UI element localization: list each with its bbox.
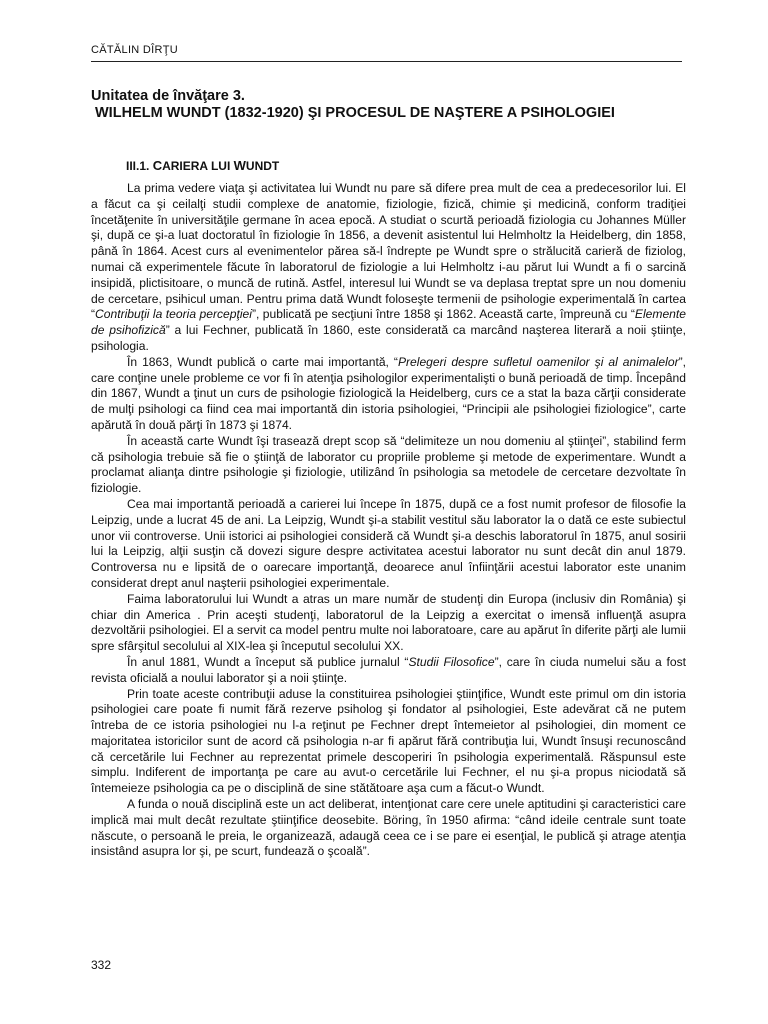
section-heading bbox=[126, 158, 279, 173]
paragraph-3: În această carte Wundt îşi trasează drept scop să “delimiteze un nou domeniu al ştiinţei”, stabilind ferm că psihologia trebuie să fie o ştiinţă de laborator cu propriile probleme şi metode de experimentare. Wundt a proclamat alianţa dintre psihologie şi fiziologie, utilizând în psihologia sa metodele de cercetare dezvoltate în fiziologie. bbox=[91, 433, 686, 496]
section-title-rest2: UNDT bbox=[245, 159, 280, 173]
paragraph-6-end: ”, care în ciuda numelui său a fost revista oficială a noului laborator şi a noii ştiinţe. bbox=[91, 654, 686, 685]
paragraph-4: Cea mai importantă perioadă a carierei lui începe în 1875, după ce a fost numit profesor de filosofie la Leipzig, unde a lucrat 45 de ani. La Leipzig, Wundt şi-a stabilit vestitul său laborator la o dată ce este subiectul unor vii controverse. Unii istorici ai psihologiei consideră că Wundt şi-a deschis laboratorul în 1875, anul sosirii lui la Leipzig, alţii susţin că dovezi sigure despre activitatea acestui laborator nu sunt decât din anul 1879. Controversa nu e lipsită de o oarecare importanţă, deoarece anul înfiinţării acestui laborator este unanim considerat drept anul naşterii psihologiei experimentale. bbox=[91, 496, 686, 590]
section-title-cap1: C bbox=[152, 158, 163, 173]
paragraph-8: A funda o nouă disciplină este un act deliberat, intenţionat care cere unele aptitudini şi caracteristici care implică mai mult decât rezultate ştiinţifice deosebite. Böring, în 1950 afirma: “când ideile centrale sunt toate născute, o persoană le preia, le organizează, adaugă ceea ce i se pare ei esenţial, le publică şi atrage atenţia insistând asupra lor şi, pe scurt, fundează o şcoală”. bbox=[91, 797, 686, 859]
running-header-author: CĂTĂLIN DÎRŢU bbox=[91, 44, 179, 56]
paragraph-5: Faima laboratorului lui Wundt a atras un mare număr de studenţi din Europa (inclusiv din România) şi chiar din America . Prin aceşti studenţi, laboratorul de la Leipzig a exercitat o imensă influenţă asupra dezvoltării psihologiei. El a servit ca model pentru multe noi laboratoare, care au apărut în diferite părţi ale lumii spre sfârşitul secolului al XIX-lea şi începutul secolului XX. bbox=[91, 591, 686, 654]
journal-title-studii: Studii Filosofice bbox=[408, 654, 495, 669]
page-number: 332 bbox=[91, 958, 112, 972]
header-rule bbox=[91, 61, 682, 62]
paragraph-7: Prin toate aceste contribuţii aduse la constituirea psihologiei ştiinţifice, Wundt este primul om din istoria psihologiei care poate fi numit fără rezerve psiholog şi fondator al psihologiei, Este adevărat că ne putem întreba de ce istoria psihologiei nu l-a reţinut pe Fechner drept întemeietor al psihologiei, din moment ce majoritatea istoricilor sunt de acord că psihologia n-ar fi apărut fără contribuţia lui, Wundt însuşi recunoscând că cercetările lui Fechner au reprezentat primele descoperiri în psihologia experimentală. Răspunsul este simplu. Indiferent de importanţa pe care au avut-o cercetările lui Fechner, el nu şi-a propus niciodată să întemeieze psihologia ca pe o disciplină de sine stătătoare aşa cum a făcut-o Wundt. bbox=[91, 686, 686, 796]
paragraph-1 bbox=[91, 181, 686, 355]
book-title-prelegeri: Prelegeri despre sufletul oamenilor şi al animalelor bbox=[397, 354, 679, 369]
unit-title: WILHELM WUNDT (1832-1920) ŞI PROCESUL DE NAŞTERE A PSIHOLOGIEI bbox=[95, 105, 615, 121]
section-title-rest1: ARIERA LUI bbox=[162, 159, 234, 173]
book-title-elemente: Elemente de psihofizică bbox=[91, 307, 686, 338]
section-title-cap2: W bbox=[233, 158, 246, 173]
unit-label: Unitatea de învăţare 3. bbox=[91, 88, 245, 104]
paragraph-2 bbox=[91, 355, 686, 434]
paragraph-2-start: În 1863, Wundt publică o carte mai importantă, “ bbox=[127, 354, 398, 369]
unit-title-block bbox=[91, 88, 686, 122]
paragraph-2-end: ”, care conţine unele probleme ce vor fi în atenţia psihologilor experimentalişti o bună perioadă de timp. Începând din 1867, Wundt a ţinut un curs de psihologie fiziologică la Heidelberg, curs ce a stat la baza cărţii considerate de mulţi psihologi ca fiind cea mai importantă din istoria psihologiei, “Principii ale psihologiei fiziologice”, carte apărută în două părţi în 1873 şi 1874. bbox=[91, 354, 686, 432]
section-number: III.1. bbox=[126, 159, 150, 173]
paragraph-6-start: În anul 1881, Wundt a început să publice jurnalul “ bbox=[127, 654, 409, 669]
body-text bbox=[91, 181, 686, 860]
paragraph-6 bbox=[91, 655, 686, 687]
paragraph-1-text: La prima vedere viaţa şi activitatea lui Wundt nu pare să difere prea mult de cea a predecesorilor lui. El a făcut ca şi ceilalţi studii complexe de anatomie, fiziologie, fizică, chimie şi medicină, conform tradiţiei încetăţenite în universităţile germane în acea epocă. A studiat o scurtă perioadă fiziologia cu Johannes Müller şi, după ce şi-a luat doctoratul în fiziologie în 1856, a devenit asistentul lui Helmholtz la Heidelberg, din 1858, până în 1864. Acest curs al evenimentelor părea să-l îndrepte pe Wundt spre o strălucită carieră de fiziolog, numai că experimentele făcute în laboratorul de fiziologie a lui Helmholtz i-au părut lui Wundt a fi o sarcină insipidă, plictisitoare, o muncă de rutină. Astfel, interesul lui Wundt se va deplasa treptat spre un nou domeniu de cercetare, psihicul uman. Pentru prima dată Wundt foloseşte termenii de psihologie experimentală în cartea “ bbox=[91, 181, 686, 322]
paragraph-1-end: ” a lui Fechner, publicată în 1860, este considerată ca marcând naşterea literară a noii ştiinţe, psihologia. bbox=[91, 323, 686, 353]
book-title-contributii: Contribuţii la teoria percepţiei bbox=[95, 307, 252, 322]
paragraph-1-mid: ”, publicată pe secţiuni între 1858 şi 1862. Această carte, împreună cu “ bbox=[251, 307, 635, 322]
